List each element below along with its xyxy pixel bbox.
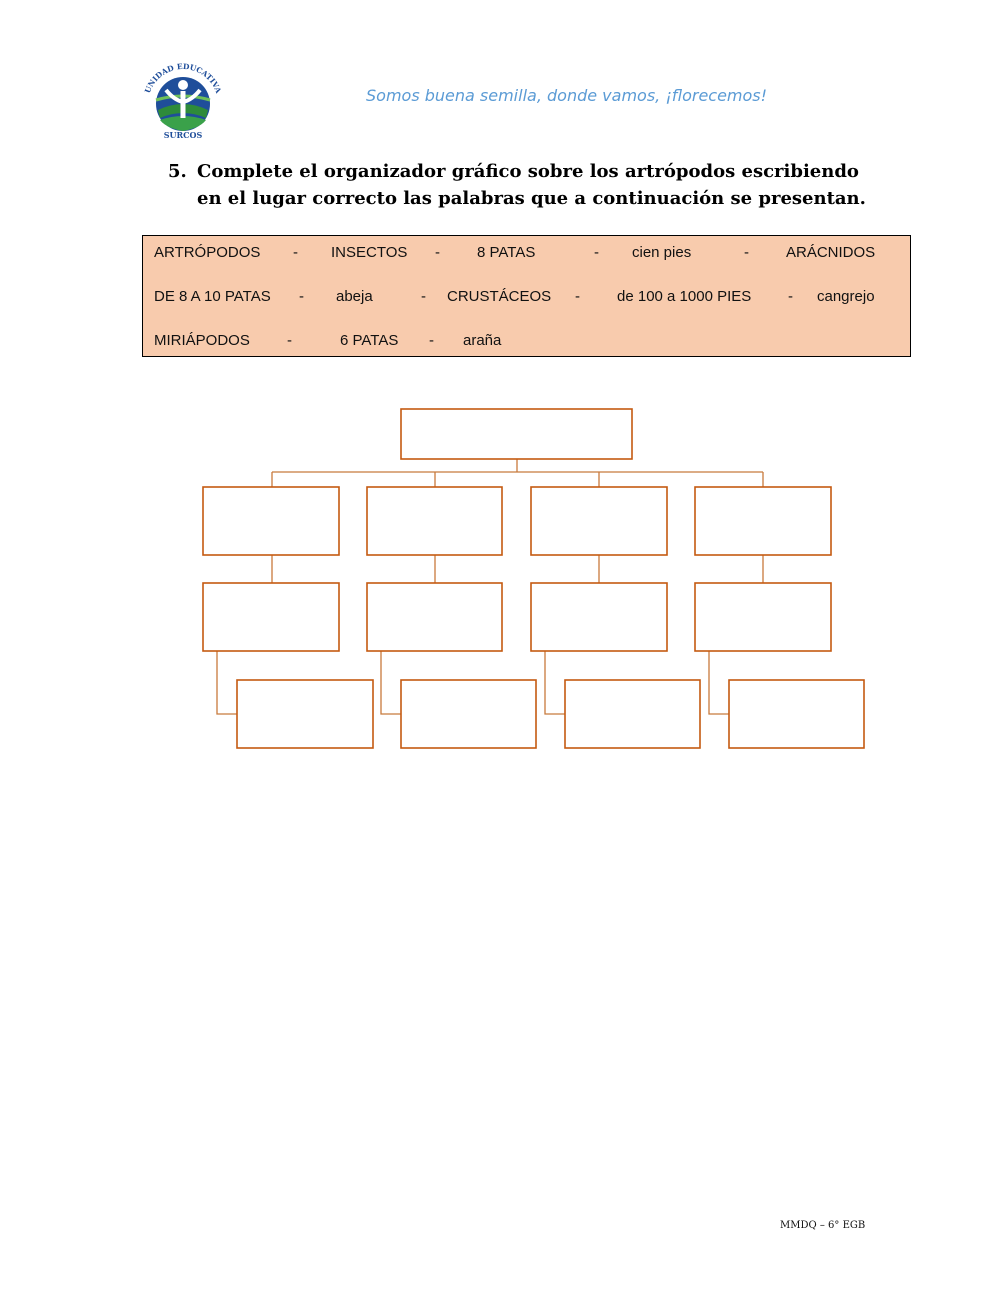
organizer-box-level-3[interactable] xyxy=(237,680,373,748)
word-bank-item: ARÁCNIDOS xyxy=(786,244,876,261)
organizer-box-level-2[interactable] xyxy=(531,583,667,651)
logo-bottom-text: SURCOS xyxy=(163,130,203,140)
organizer-box-level-1[interactable] xyxy=(203,487,339,555)
organizer-box-root[interactable] xyxy=(401,409,632,459)
word-bank-separator: - xyxy=(287,332,292,349)
word-bank-separator: - xyxy=(299,288,304,305)
question-line-1: Complete el organizador gráfico sobre los artrópodos escribiendo xyxy=(197,161,859,182)
word-bank-item: araña xyxy=(463,332,502,349)
word-bank-separator: - xyxy=(594,244,599,261)
organizer-box-level-1[interactable] xyxy=(531,487,667,555)
word-bank-item: cangrejo xyxy=(817,288,875,305)
word-bank-item: 6 PATAS xyxy=(340,332,399,349)
word-bank-item: 8 PATAS xyxy=(477,244,536,261)
word-bank-item: MIRIÁPODOS xyxy=(154,332,250,349)
word-bank-separator: - xyxy=(744,244,749,261)
organizer-box-level-3[interactable] xyxy=(729,680,864,748)
logo-top-text: UNIDAD EDUCATIVA xyxy=(142,61,224,95)
word-bank-item: abeja xyxy=(336,288,373,305)
organizer-box-level-1[interactable] xyxy=(367,487,502,555)
word-bank-separator: - xyxy=(429,332,434,349)
organizer-box-level-2[interactable] xyxy=(367,583,502,651)
word-bank-item: de 100 a 1000 PIES xyxy=(617,288,752,305)
organizer-boxes xyxy=(203,409,864,748)
school-slogan: Somos buena semilla, donde vamos, ¡florecemos! xyxy=(366,86,768,105)
page-footer: MMDQ – 6° EGB xyxy=(780,1220,866,1231)
organizer-box-level-2[interactable] xyxy=(695,583,831,651)
word-bank-item: CRUSTÁCEOS xyxy=(447,288,552,305)
organizer-box-level-1[interactable] xyxy=(695,487,831,555)
word-bank-separator: - xyxy=(575,288,580,305)
connector-line xyxy=(709,651,729,714)
word-bank-separator: - xyxy=(421,288,426,305)
connector-line xyxy=(545,651,565,714)
organizer-box-level-2[interactable] xyxy=(203,583,339,651)
word-bank-item: INSECTOS xyxy=(331,244,408,261)
connector-line xyxy=(381,651,401,714)
word-bank-item: DE 8 A 10 PATAS xyxy=(154,288,271,305)
organizer-box-level-3[interactable] xyxy=(565,680,700,748)
word-bank-separator: - xyxy=(435,244,440,261)
connector-line xyxy=(217,651,237,714)
word-bank-item: cien pies xyxy=(632,244,692,261)
word-bank-separator: - xyxy=(788,288,793,305)
word-bank-item: ARTRÓPODOS xyxy=(154,244,261,261)
question-line-2: en el lugar correcto las palabras que a continuación se presentan. xyxy=(197,188,866,209)
word-bank-separator: - xyxy=(293,244,298,261)
question-number: 5. xyxy=(168,161,187,182)
organizer-box-level-3[interactable] xyxy=(401,680,536,748)
